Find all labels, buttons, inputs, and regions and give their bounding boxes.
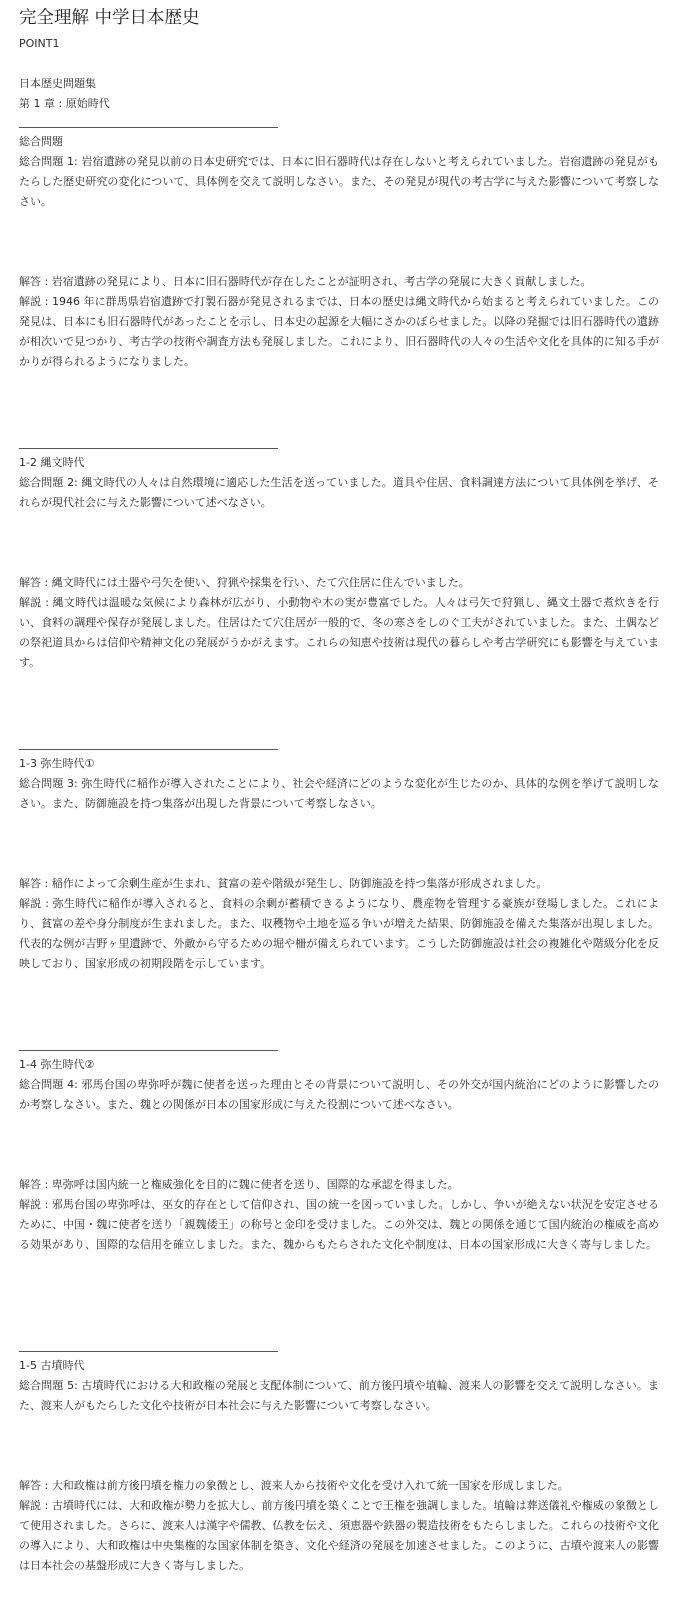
answer-text: 解答 : 卑弥呼は国内統一と権威強化を目的に魏に使者を送り、国際的な承認を得ました。 [19, 1178, 459, 1191]
chapter-title: 第 1 章 : 原始時代 [19, 97, 110, 110]
answer-text: 解答 : 岩宿遺跡の発見により、日本に旧石器時代が存在したことが証明され、考古学の発展に大きく貢献しました。 [19, 275, 592, 288]
section-label: 総合問題 [19, 135, 63, 148]
question-text: 総合問題 3: 弥生時代に稲作が導入されたことにより、社会や経済にどのような変化が生じたのか、具体的な例を挙げて説明しなさい。また、防御施設を持つ集落が出現した背景について考察しなさい。 [19, 777, 659, 810]
question-text: 総合問題 5: 古墳時代における大和政権の発展と支配体制について、前方後円墳や埴輪、渡来人の影響を交えて説明しなさい。また、渡来人がもたらした文化や技術が日本社会に与えた影響について考察しなさい。 [19, 1379, 659, 1412]
explanation-text: 解説 : 邪馬台国の卑弥呼は、巫女的存在として信仰され、国の統一を図っていました。しかし、争いが絶えない状況を安定させるために、中国・魏に使者を送り「親魏倭王」の称号と金印を受けました。この外交は、魏との関係を通じて国内統治の権威を高める効果があり、国際的な信用を確立しました。また、魏からもたらされた文化や制度は、日本の国家形成に大きく寄与しました。 [19, 1198, 659, 1251]
section-divider [19, 1050, 278, 1051]
answer-block [19, 272, 659, 372]
section-divider [19, 448, 278, 449]
answer-block [19, 874, 659, 974]
question-text: 総合問題 1: 岩宿遺跡の発見以前の日本史研究では、日本に旧石器時代は存在しないと考えられていました。岩宿遺跡の発見がもたらした歴史研究の変化について、具体例を交えて説明しなさい。また、その発見が現代の考古学に与えた影響について考察しなさい。 [19, 155, 659, 208]
section-label: 1-2 縄文時代 [19, 456, 85, 469]
section-4 [19, 1050, 659, 1255]
explanation-text: 解説 : 古墳時代には、大和政権が勢力を拡大し、前方後円墳を築くことで王権を強調しました。埴輪は葬送儀礼や権威の象徴として使用されました。さらに、渡来人は漢字や儒教、仏教を伝え、須恵器や鉄器の製造技術をもたらしました。これらの技術や文化の導入により、大和政権は中央集権的な国家体制を築き、文化や経済の発展を加速させました。このように、古墳や渡来人の影響は日本社会の基盤形成に大きく寄与しました。 [19, 1499, 659, 1572]
section-label: 1-5 古墳時代 [19, 1359, 85, 1372]
section-label: 1-3 弥生時代① [19, 757, 95, 770]
point-label: POINT1 [19, 37, 60, 50]
answer-text: 解答 : 稲作によって余剰生産が生まれ、貧富の差や階級が発生し、防御施設を持つ集落が形成されました。 [19, 877, 548, 890]
section-2 [19, 448, 659, 673]
answer-block [19, 1175, 659, 1255]
section-1 [19, 127, 659, 372]
answer-text: 解答 : 縄文時代には土器や弓矢を使い、狩猟や採集を行い、たて穴住居に住んでいました。 [19, 576, 470, 589]
explanation-text: 解説 : 弥生時代に稲作が導入されると、食料の余剰が蓄積できるようになり、農産物を管理する豪族が登場しました。これにより、貧富の差や身分制度が生まれました。また、収穫物や土地を巡る争いが増えた結果、防御施設を備えた集落が出現しました。代表的な例が吉野ヶ里遺跡で、外敵から守るための堀や柵が備えられています。こうした防御施設は社会の複雑化や階級分化を反映しており、国家形成の初期段階を示しています。 [19, 897, 659, 970]
answer-block [19, 573, 659, 673]
explanation-text: 解説 : 1946 年に群馬県岩宿遺跡で打製石器が発見されるまでは、日本の歴史は縄文時代から始まると考えられていました。この発見は、日本にも旧石器時代があったことを示し、日本史の起源を大幅にさかのぼらせました。以降の発掘では旧石器時代の遺跡が相次いで見つかり、考古学の技術や調査方法も発展しました。これにより、旧石器時代の人々の生活や文化を具体的に知る手がかりが得られるようになりました。 [19, 295, 659, 368]
answer-block [19, 1476, 659, 1576]
section-label: 1-4 弥生時代② [19, 1058, 95, 1071]
section-5 [19, 1351, 659, 1576]
book-info [19, 74, 674, 114]
section-3 [19, 749, 659, 974]
question-text: 総合問題 2: 縄文時代の人々は自然環境に適応した生活を送っていました。道具や住居、食料調達方法について具体例を挙げ、それらが現代社会に与えた影響について述べなさい。 [19, 476, 659, 509]
page-title: 完全理解 中学日本歴史 [19, 8, 200, 28]
section-divider [19, 749, 278, 750]
answer-text: 解答 : 大和政権は前方後円墳を権力の象徴とし、渡来人から技術や文化を受け入れて統一国家を形成しました。 [19, 1479, 569, 1492]
section-divider [19, 127, 278, 128]
book-title: 日本歴史問題集 [19, 77, 96, 90]
explanation-text: 解説 : 縄文時代は温暖な気候により森林が広がり、小動物や木の実が豊富でした。人々は弓矢で狩猟し、縄文土器で煮炊きを行い、食料の調理や保存が発展しました。住居はたて穴住居が一般的で、冬の寒さをしのぐ工夫がされていました。また、土偶などの祭祀道具からは信仰や精神文化の発展がうかがえます。これらの知恵や技術は現代の暮らしや考古学研究にも影響を与えています。 [19, 596, 659, 669]
question-text: 総合問題 4: 邪馬台国の卑弥呼が魏に使者を送った理由とその背景について説明し、その外交が国内統治にどのように影響したのか考察しなさい。また、魏との関係が日本の国家形成に与えた役割について述べなさい。 [19, 1078, 659, 1111]
section-divider [19, 1351, 278, 1352]
